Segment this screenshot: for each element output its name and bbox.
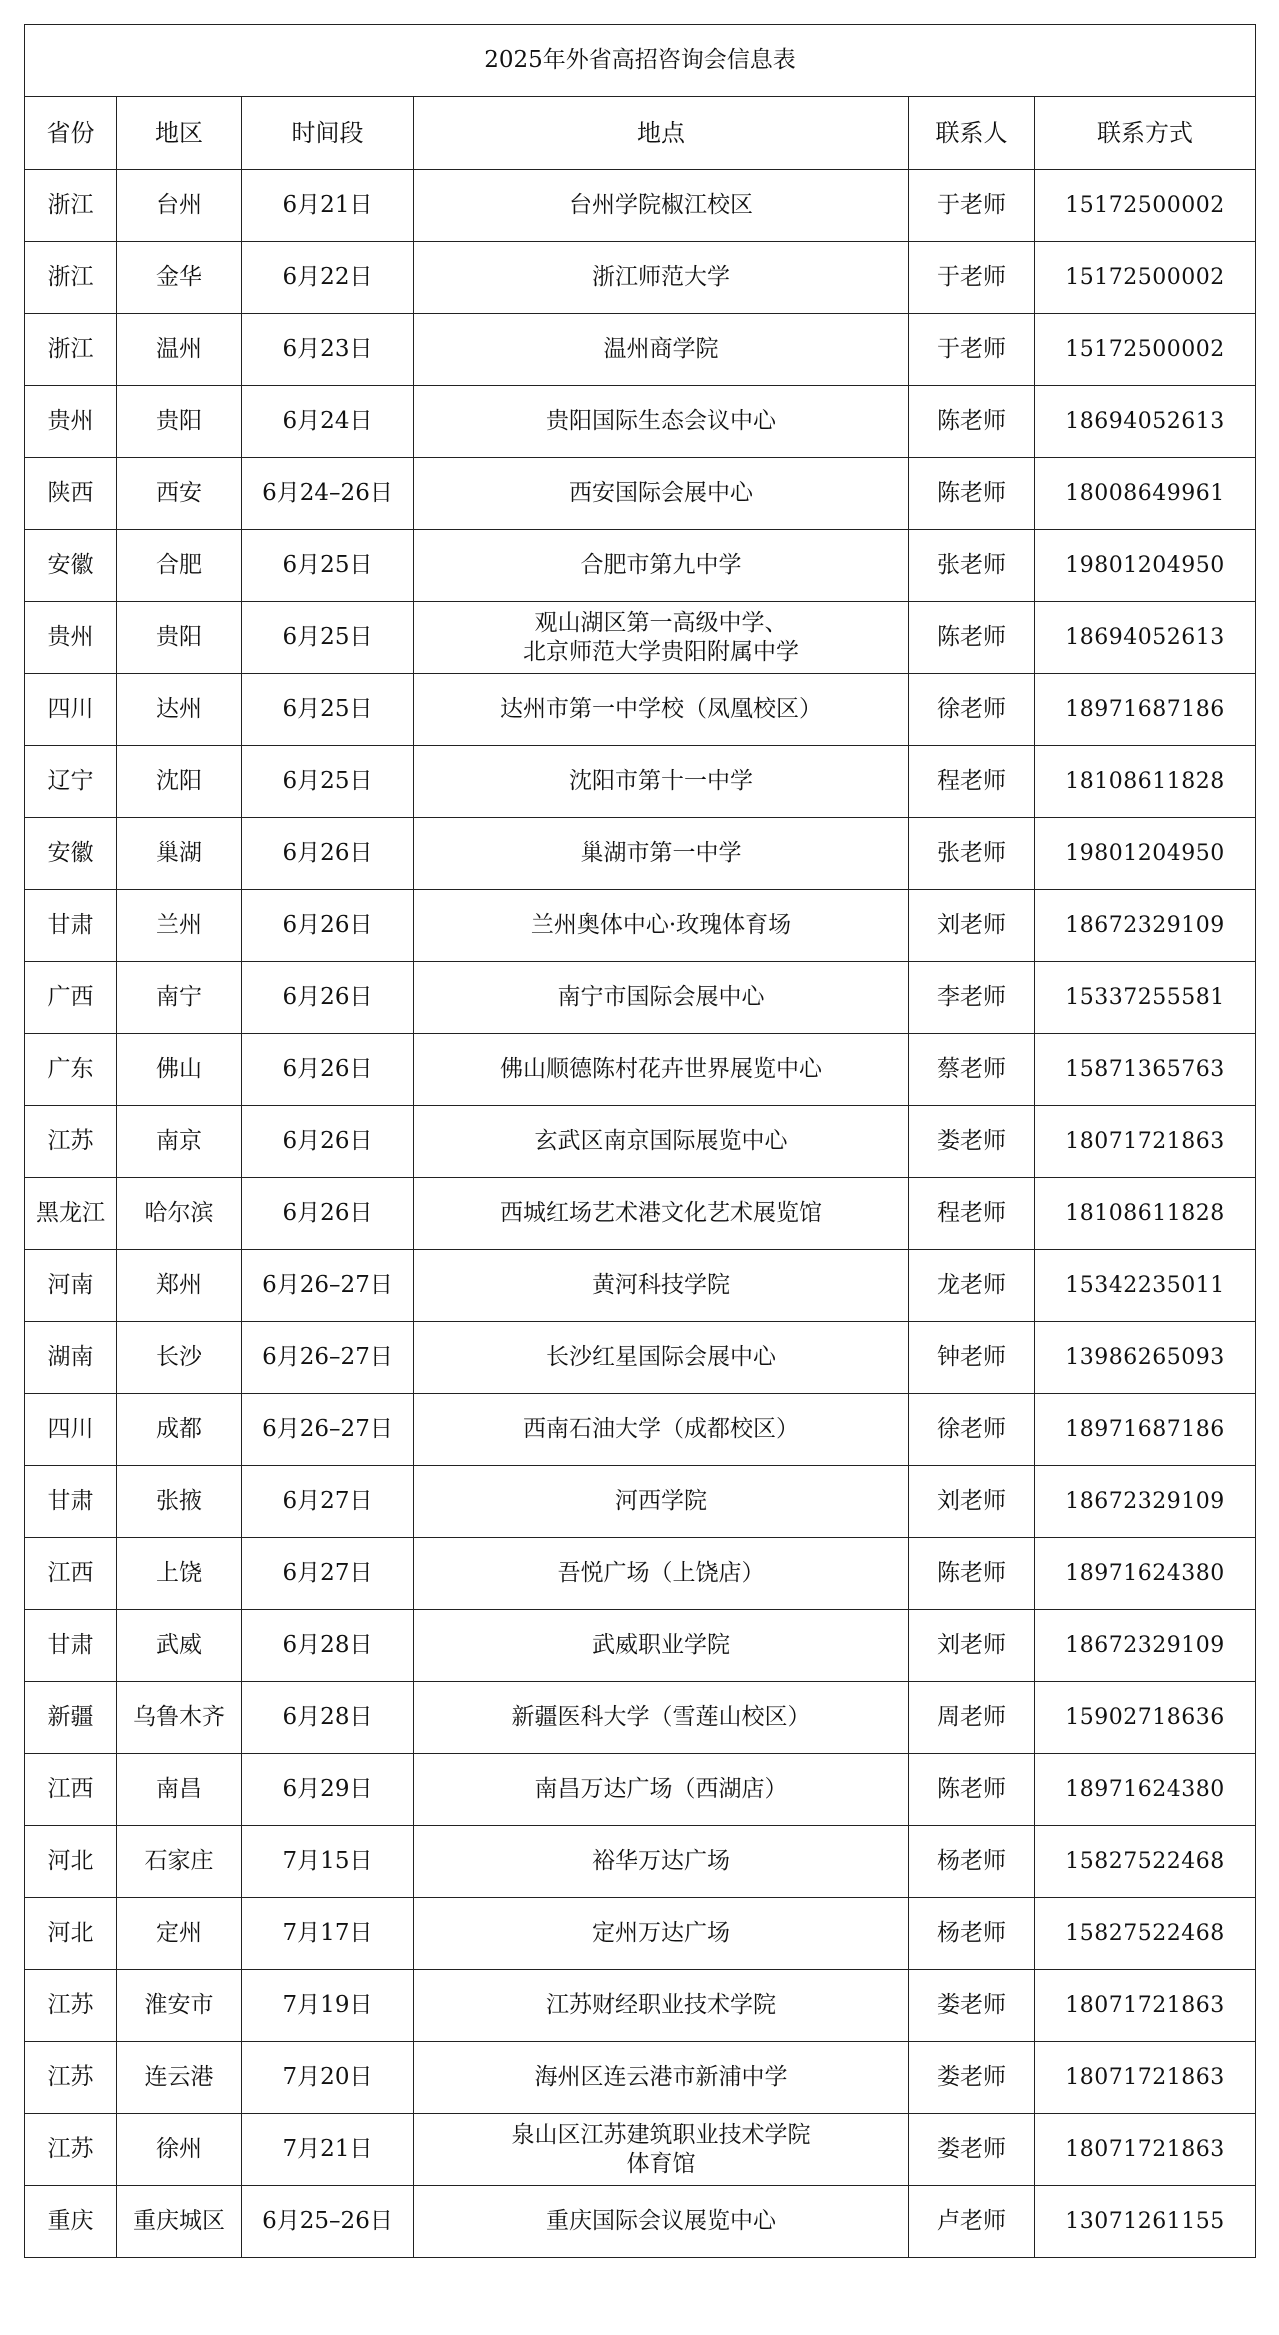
table-row (25, 674, 1256, 746)
cell-time: 6月26日 (242, 1178, 414, 1250)
cell-region: 连云港 (117, 2042, 242, 2114)
cell-contact: 娄老师 (909, 2114, 1035, 2186)
cell-contact: 娄老师 (909, 1106, 1035, 1178)
cell-time: 6月24日 (242, 386, 414, 458)
cell-location: 合肥市第九中学 (414, 530, 909, 602)
cell-contact: 娄老师 (909, 2042, 1035, 2114)
cell-contact: 于老师 (909, 242, 1035, 314)
cell-contact: 陈老师 (909, 1538, 1035, 1610)
cell-time: 6月26日 (242, 1106, 414, 1178)
cell-phone: 15871365763 (1035, 1034, 1256, 1106)
cell-location: 裕华万达广场 (414, 1826, 909, 1898)
header-location: 地点 (414, 97, 909, 170)
cell-phone: 18008649961 (1035, 458, 1256, 530)
cell-province: 河南 (25, 1250, 117, 1322)
cell-region: 西安 (117, 458, 242, 530)
cell-province: 辽宁 (25, 746, 117, 818)
cell-contact: 卢老师 (909, 2186, 1035, 2258)
cell-province: 江苏 (25, 2114, 117, 2186)
cell-region: 重庆城区 (117, 2186, 242, 2258)
header-row (25, 97, 1256, 170)
cell-time: 6月26日 (242, 1034, 414, 1106)
cell-location: 观山湖区第一高级中学、 北京师范大学贵阳附属中学 (414, 602, 909, 674)
cell-location: 武威职业学院 (414, 1610, 909, 1682)
cell-time: 6月28日 (242, 1610, 414, 1682)
header-phone: 联系方式 (1035, 97, 1256, 170)
cell-region: 巢湖 (117, 818, 242, 890)
cell-time: 6月26日 (242, 962, 414, 1034)
cell-location: 河西学院 (414, 1466, 909, 1538)
cell-region: 乌鲁木齐 (117, 1682, 242, 1754)
cell-phone: 18672329109 (1035, 890, 1256, 962)
cell-phone: 13986265093 (1035, 1322, 1256, 1394)
cell-phone: 19801204950 (1035, 530, 1256, 602)
cell-region: 上饶 (117, 1538, 242, 1610)
cell-location: 浙江师范大学 (414, 242, 909, 314)
cell-time: 6月27日 (242, 1466, 414, 1538)
table-row (25, 2114, 1256, 2186)
cell-time: 6月26日 (242, 818, 414, 890)
cell-province: 湖南 (25, 1322, 117, 1394)
title-row (25, 25, 1256, 97)
cell-phone: 15337255581 (1035, 962, 1256, 1034)
cell-phone: 13071261155 (1035, 2186, 1256, 2258)
cell-region: 贵阳 (117, 602, 242, 674)
cell-location: 吾悦广场（上饶店） (414, 1538, 909, 1610)
cell-time: 6月26–27日 (242, 1394, 414, 1466)
cell-province: 江西 (25, 1538, 117, 1610)
cell-time: 6月28日 (242, 1682, 414, 1754)
cell-province: 浙江 (25, 242, 117, 314)
cell-phone: 18971624380 (1035, 1538, 1256, 1610)
header-province: 省份 (25, 97, 117, 170)
cell-time: 6月22日 (242, 242, 414, 314)
table-row (25, 890, 1256, 962)
cell-time: 6月25日 (242, 674, 414, 746)
cell-contact: 陈老师 (909, 1754, 1035, 1826)
cell-location: 定州万达广场 (414, 1898, 909, 1970)
table-row (25, 1826, 1256, 1898)
cell-region: 徐州 (117, 2114, 242, 2186)
cell-location: 兰州奥体中心·玫瑰体育场 (414, 890, 909, 962)
cell-time: 6月29日 (242, 1754, 414, 1826)
cell-province: 河北 (25, 1898, 117, 1970)
cell-contact: 于老师 (909, 314, 1035, 386)
cell-region: 沈阳 (117, 746, 242, 818)
table-row (25, 242, 1256, 314)
cell-province: 贵州 (25, 602, 117, 674)
cell-location: 西安国际会展中心 (414, 458, 909, 530)
cell-province: 新疆 (25, 1682, 117, 1754)
cell-contact: 钟老师 (909, 1322, 1035, 1394)
cell-province: 贵州 (25, 386, 117, 458)
cell-location: 重庆国际会议展览中心 (414, 2186, 909, 2258)
cell-region: 贵阳 (117, 386, 242, 458)
cell-contact: 陈老师 (909, 458, 1035, 530)
cell-province: 甘肃 (25, 1610, 117, 1682)
cell-time: 6月26–27日 (242, 1322, 414, 1394)
cell-contact: 杨老师 (909, 1898, 1035, 1970)
cell-phone: 18071721863 (1035, 1970, 1256, 2042)
cell-region: 成都 (117, 1394, 242, 1466)
cell-province: 甘肃 (25, 890, 117, 962)
cell-contact: 程老师 (909, 1178, 1035, 1250)
header-contact: 联系人 (909, 97, 1035, 170)
cell-phone: 18108611828 (1035, 746, 1256, 818)
cell-time: 6月25日 (242, 746, 414, 818)
cell-contact: 刘老师 (909, 1466, 1035, 1538)
cell-region: 兰州 (117, 890, 242, 962)
cell-time: 7月20日 (242, 2042, 414, 2114)
cell-region: 南京 (117, 1106, 242, 1178)
cell-time: 7月15日 (242, 1826, 414, 1898)
cell-province: 浙江 (25, 170, 117, 242)
cell-phone: 15342235011 (1035, 1250, 1256, 1322)
cell-phone: 18971687186 (1035, 1394, 1256, 1466)
cell-contact: 张老师 (909, 530, 1035, 602)
cell-region: 合肥 (117, 530, 242, 602)
cell-phone: 18971624380 (1035, 1754, 1256, 1826)
cell-phone: 18694052613 (1035, 602, 1256, 674)
table-row (25, 1106, 1256, 1178)
cell-region: 张掖 (117, 1466, 242, 1538)
cell-province: 安徽 (25, 530, 117, 602)
cell-location: 达州市第一中学校（凤凰校区） (414, 674, 909, 746)
cell-location: 玄武区南京国际展览中心 (414, 1106, 909, 1178)
cell-phone: 15172500002 (1035, 314, 1256, 386)
table-row (25, 818, 1256, 890)
table-row (25, 1250, 1256, 1322)
cell-phone: 18108611828 (1035, 1178, 1256, 1250)
cell-contact: 徐老师 (909, 1394, 1035, 1466)
cell-phone: 15827522468 (1035, 1826, 1256, 1898)
cell-contact: 徐老师 (909, 674, 1035, 746)
cell-phone: 18672329109 (1035, 1466, 1256, 1538)
table-row (25, 746, 1256, 818)
cell-region: 金华 (117, 242, 242, 314)
table-row (25, 1178, 1256, 1250)
cell-location: 台州学院椒江校区 (414, 170, 909, 242)
table-row (25, 2042, 1256, 2114)
cell-province: 陕西 (25, 458, 117, 530)
cell-contact: 娄老师 (909, 1970, 1035, 2042)
cell-region: 温州 (117, 314, 242, 386)
cell-contact: 刘老师 (909, 1610, 1035, 1682)
cell-time: 7月21日 (242, 2114, 414, 2186)
cell-phone: 18672329109 (1035, 1610, 1256, 1682)
table-row (25, 314, 1256, 386)
cell-province: 黑龙江 (25, 1178, 117, 1250)
cell-time: 7月19日 (242, 1970, 414, 2042)
cell-province: 河北 (25, 1826, 117, 1898)
table-row (25, 458, 1256, 530)
cell-province: 江苏 (25, 2042, 117, 2114)
cell-province: 江苏 (25, 1106, 117, 1178)
cell-location: 佛山顺德陈村花卉世界展览中心 (414, 1034, 909, 1106)
cell-time: 6月26日 (242, 890, 414, 962)
cell-phone: 18071721863 (1035, 2042, 1256, 2114)
cell-phone: 19801204950 (1035, 818, 1256, 890)
cell-contact: 蔡老师 (909, 1034, 1035, 1106)
cell-region: 达州 (117, 674, 242, 746)
table-row (25, 530, 1256, 602)
table-row (25, 1394, 1256, 1466)
cell-province: 安徽 (25, 818, 117, 890)
cell-province: 广西 (25, 962, 117, 1034)
table-row (25, 962, 1256, 1034)
cell-location: 西城红场艺术港文化艺术展览馆 (414, 1178, 909, 1250)
cell-province: 甘肃 (25, 1466, 117, 1538)
cell-location: 贵阳国际生态会议中心 (414, 386, 909, 458)
cell-time: 6月25日 (242, 530, 414, 602)
table-row (25, 1970, 1256, 2042)
cell-location: 巢湖市第一中学 (414, 818, 909, 890)
cell-region: 台州 (117, 170, 242, 242)
cell-contact: 李老师 (909, 962, 1035, 1034)
info-table (24, 24, 1256, 2258)
cell-contact: 周老师 (909, 1682, 1035, 1754)
table-row (25, 1466, 1256, 1538)
cell-location: 黄河科技学院 (414, 1250, 909, 1322)
table-row (25, 1538, 1256, 1610)
cell-region: 定州 (117, 1898, 242, 1970)
cell-time: 6月25–26日 (242, 2186, 414, 2258)
cell-region: 石家庄 (117, 1826, 242, 1898)
cell-contact: 张老师 (909, 818, 1035, 890)
cell-location: 温州商学院 (414, 314, 909, 386)
cell-location: 沈阳市第十一中学 (414, 746, 909, 818)
cell-region: 南宁 (117, 962, 242, 1034)
cell-time: 6月24–26日 (242, 458, 414, 530)
cell-contact: 杨老师 (909, 1826, 1035, 1898)
cell-time: 6月25日 (242, 602, 414, 674)
table-row (25, 1034, 1256, 1106)
header-region: 地区 (117, 97, 242, 170)
cell-phone: 18971687186 (1035, 674, 1256, 746)
cell-contact: 程老师 (909, 746, 1035, 818)
cell-phone: 15172500002 (1035, 170, 1256, 242)
cell-province: 四川 (25, 674, 117, 746)
cell-province: 广东 (25, 1034, 117, 1106)
cell-phone: 18071721863 (1035, 1106, 1256, 1178)
table-row (25, 170, 1256, 242)
cell-location: 南宁市国际会展中心 (414, 962, 909, 1034)
cell-location: 泉山区江苏建筑职业技术学院 体育馆 (414, 2114, 909, 2186)
cell-region: 佛山 (117, 1034, 242, 1106)
cell-location: 长沙红星国际会展中心 (414, 1322, 909, 1394)
cell-location: 西南石油大学（成都校区） (414, 1394, 909, 1466)
cell-region: 郑州 (117, 1250, 242, 1322)
cell-province: 江西 (25, 1754, 117, 1826)
table-row (25, 1682, 1256, 1754)
cell-phone: 15827522468 (1035, 1898, 1256, 1970)
cell-phone: 18694052613 (1035, 386, 1256, 458)
cell-region: 长沙 (117, 1322, 242, 1394)
table-row (25, 1610, 1256, 1682)
table-body (25, 170, 1256, 2258)
table-row (25, 386, 1256, 458)
cell-province: 四川 (25, 1394, 117, 1466)
cell-province: 浙江 (25, 314, 117, 386)
cell-contact: 于老师 (909, 170, 1035, 242)
cell-region: 哈尔滨 (117, 1178, 242, 1250)
cell-phone: 15172500002 (1035, 242, 1256, 314)
cell-location: 新疆医科大学（雪莲山校区） (414, 1682, 909, 1754)
cell-region: 武威 (117, 1610, 242, 1682)
cell-contact: 刘老师 (909, 890, 1035, 962)
table-title: 2025年外省高招咨询会信息表 (25, 25, 1256, 97)
cell-time: 6月26–27日 (242, 1250, 414, 1322)
cell-location: 江苏财经职业技术学院 (414, 1970, 909, 2042)
table-row (25, 2186, 1256, 2258)
cell-location: 南昌万达广场（西湖店） (414, 1754, 909, 1826)
cell-phone: 18071721863 (1035, 2114, 1256, 2186)
cell-contact: 陈老师 (909, 386, 1035, 458)
cell-province: 重庆 (25, 2186, 117, 2258)
cell-region: 南昌 (117, 1754, 242, 1826)
cell-time: 6月21日 (242, 170, 414, 242)
cell-contact: 龙老师 (909, 1250, 1035, 1322)
table-row (25, 602, 1256, 674)
cell-time: 6月27日 (242, 1538, 414, 1610)
cell-contact: 陈老师 (909, 602, 1035, 674)
header-time: 时间段 (242, 97, 414, 170)
table-row (25, 1322, 1256, 1394)
table-row (25, 1898, 1256, 1970)
table-row (25, 1754, 1256, 1826)
cell-province: 江苏 (25, 1970, 117, 2042)
cell-time: 6月23日 (242, 314, 414, 386)
cell-location: 海州区连云港市新浦中学 (414, 2042, 909, 2114)
cell-time: 7月17日 (242, 1898, 414, 1970)
cell-region: 淮安市 (117, 1970, 242, 2042)
cell-phone: 15902718636 (1035, 1682, 1256, 1754)
